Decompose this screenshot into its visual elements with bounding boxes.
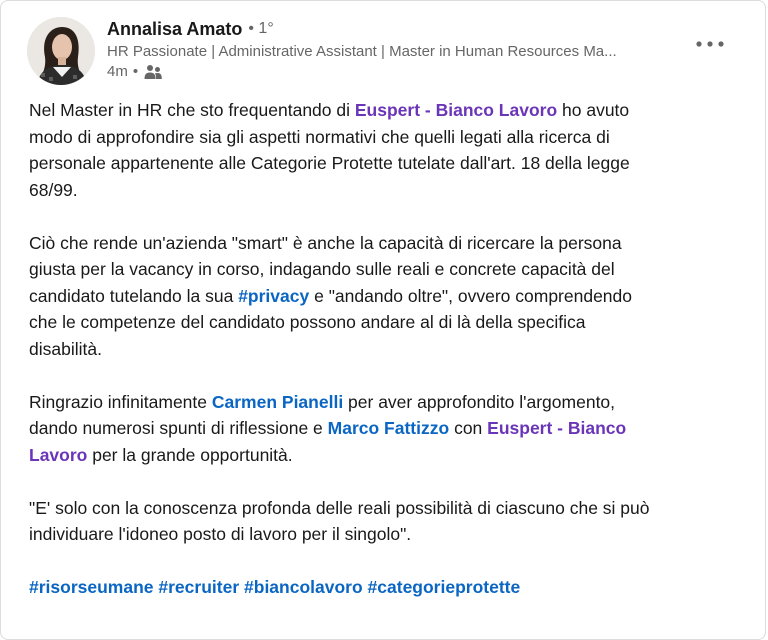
text-span: Ringrazio infinitamente bbox=[29, 391, 212, 412]
text-span: per la grande opportunità. bbox=[87, 444, 293, 465]
author-photo bbox=[27, 17, 95, 85]
paragraph-gap bbox=[29, 468, 729, 495]
author-meta bbox=[107, 17, 705, 82]
post-time: 4m bbox=[107, 63, 128, 80]
hashtags-line bbox=[29, 574, 729, 601]
company-mention-euspert[interactable]: Euspert - Bianco bbox=[487, 418, 627, 438]
hashtag-privacy[interactable]: #privacy bbox=[238, 285, 310, 306]
body-line: Ciò che rende un'azienda "smart" è anche la capacità di ricercare la persona bbox=[29, 232, 622, 253]
text-span: e "andando oltre", ovvero comprendendo bbox=[309, 285, 633, 306]
text-span: Nel Master in HR che sto frequentando di bbox=[29, 100, 355, 120]
text-span: per aver approfondito l'argomento, bbox=[343, 391, 616, 412]
text-span: ho avuto bbox=[557, 100, 630, 120]
body-line: giusta per la vacancy in corso, indagando sulle reali e concrete capacità del bbox=[29, 259, 615, 279]
company-mention-euspert[interactable]: Lavoro bbox=[29, 444, 88, 465]
body-line: individuare l'idoneo posto di lavoro per il singolo". bbox=[29, 524, 412, 544]
body-line bbox=[29, 389, 729, 416]
hashtag-recruiter[interactable]: #recruiter bbox=[158, 577, 240, 597]
body-line: modo di approfondire sia gli aspetti normativi che quelli legati alla ricerca di bbox=[29, 126, 610, 147]
body-line: "E' solo con la conoscenza profonda delle reali possibilità di ciascuno che si può bbox=[29, 497, 650, 518]
author-name-row bbox=[107, 17, 705, 41]
hashtag-biancolavoro[interactable]: #biancolavoro bbox=[244, 577, 363, 597]
text-span: dando numerosi spunti di riflessione e bbox=[29, 418, 328, 438]
body-line: 68/99. bbox=[29, 179, 78, 200]
post-header bbox=[27, 17, 745, 87]
body-line bbox=[29, 415, 729, 442]
connections-icon bbox=[143, 64, 163, 80]
post-time-row bbox=[107, 62, 705, 82]
body-line bbox=[29, 442, 729, 469]
paragraph-gap bbox=[29, 362, 729, 389]
text-span: con bbox=[449, 418, 488, 438]
person-mention-marco-fattizzo[interactable]: Marco Fattizzo bbox=[327, 418, 450, 438]
paragraph-gap bbox=[29, 203, 729, 230]
paragraph-gap bbox=[29, 548, 729, 575]
time-separator: • bbox=[132, 63, 139, 80]
company-mention-euspert[interactable]: Euspert - Bianco Lavoro bbox=[354, 100, 558, 120]
body-line bbox=[29, 283, 729, 310]
ellipsis-icon bbox=[693, 39, 727, 49]
connection-degree: • 1° bbox=[248, 20, 274, 37]
post-body bbox=[29, 97, 729, 601]
body-line bbox=[29, 97, 729, 124]
body-line: personale appartenente alle Categorie Protette tutelate dall'art. 18 della legge bbox=[29, 153, 630, 173]
person-mention-carmen-pianelli[interactable]: Carmen Pianelli bbox=[211, 391, 344, 412]
text-span: candidato tutelando la sua bbox=[29, 285, 239, 306]
body-line: che le competenze del candidato possono andare al di là della specifica bbox=[29, 312, 586, 332]
author-name[interactable]: Annalisa Amato bbox=[107, 18, 243, 39]
body-line: disabilità. bbox=[29, 338, 102, 359]
hashtag-risorseumane[interactable]: #risorseumane bbox=[29, 577, 154, 597]
more-options-button[interactable] bbox=[693, 31, 727, 57]
hashtag-categorieprotette[interactable]: #categorieprotette bbox=[367, 577, 521, 597]
author-headline: HR Passionate | Administrative Assistant | Master in Human Resources Ma... bbox=[107, 43, 617, 60]
author-avatar[interactable] bbox=[27, 17, 95, 85]
